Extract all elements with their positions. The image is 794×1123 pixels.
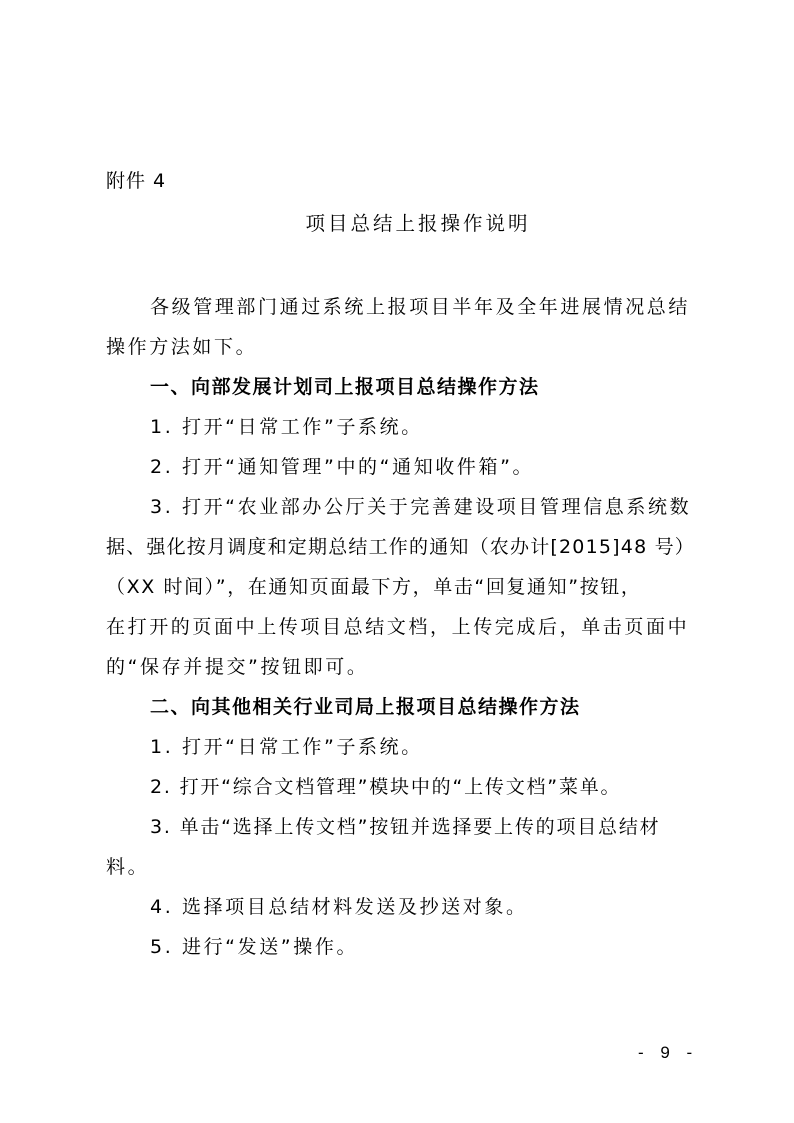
section2-step-4: 4. 选择项目总结材料发送及抄送对象。 (150, 896, 528, 918)
document-title: 项目总结上报操作说明 (305, 212, 531, 235)
intro-line-1: 各级管理部门通过系统上报项目半年及全年进展情况总结 (150, 296, 691, 318)
section1-heading: 一、向部发展计划司上报项目总结操作方法 (150, 376, 540, 398)
section1-step-3-cont-4: 的“保存并提交”按钮即可。 (106, 656, 369, 678)
section2-step-3: 3. 单击“选择上传文档”按钮并选择要上传的项目总结材 (150, 816, 661, 838)
section2-step-2: 2. 打开“综合文档管理”模块中的“上传文档”菜单。 (150, 776, 622, 798)
section2-step-5: 5. 进行“发送”操作。 (150, 936, 359, 958)
section1-step-2: 2. 打开“通知管理”中的“通知收件箱”。 (150, 456, 535, 478)
section1-step-3-cont-2: （XX 时间）”，在通知页面最下方，单击“回复通知”按钮， (106, 576, 642, 598)
section1-step-3: 3. 打开“农业部办公厅关于完善建设项目管理信息系统数 (150, 496, 692, 518)
intro-line-2: 操作方法如下。 (106, 336, 258, 358)
section2-heading: 二、向其他相关行业司局上报项目总结操作方法 (150, 696, 581, 718)
page-number: - 9 - (638, 1043, 699, 1062)
section2-step-1: 1. 打开“日常工作”子系统。 (150, 736, 423, 758)
section2-step-3-cont: 料。 (106, 856, 150, 878)
section1-step-1: 1. 打开“日常工作”子系统。 (150, 416, 423, 438)
attachment-label: 附件 4 (106, 170, 167, 192)
section1-step-3-cont-3: 在打开的页面中上传项目总结文档，上传完成后，单击页面中 (106, 616, 690, 638)
section1-step-3-cont-1: 据、强化按月调度和定期总结工作的通知（农办计[2015]48 号） (106, 536, 695, 558)
